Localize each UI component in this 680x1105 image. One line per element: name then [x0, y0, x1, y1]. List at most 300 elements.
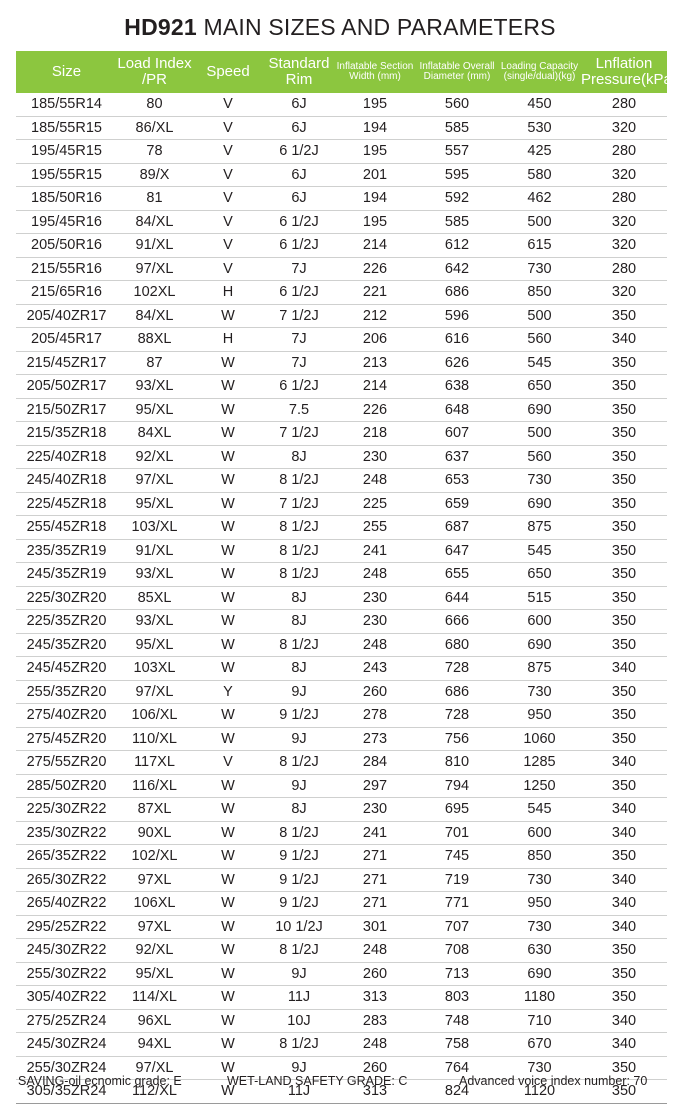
cell-size: 225/40ZR18	[16, 445, 117, 469]
cell-speed: H	[192, 281, 264, 305]
cell-speed: V	[192, 187, 264, 211]
cell-diameter: 713	[416, 962, 498, 986]
cell-rim: 7 1/2J	[264, 492, 334, 516]
cell-size: 285/50ZR20	[16, 774, 117, 798]
cell-size: 265/35ZR22	[16, 845, 117, 869]
table-row	[16, 1033, 667, 1057]
cell-size: 265/30ZR22	[16, 868, 117, 892]
table-row	[16, 798, 667, 822]
cell-load: 102XL	[117, 281, 192, 305]
cell-diameter: 595	[416, 163, 498, 187]
cell-rim: 8 1/2J	[264, 469, 334, 493]
table-row	[16, 751, 667, 775]
cell-speed: W	[192, 915, 264, 939]
cell-load: 103/XL	[117, 516, 192, 540]
cell-pressure: 340	[581, 328, 667, 352]
cell-speed: Y	[192, 680, 264, 704]
cell-load: 106XL	[117, 892, 192, 916]
cell-size: 275/25ZR24	[16, 1009, 117, 1033]
table-row	[16, 93, 667, 116]
cell-rim: 8J	[264, 586, 334, 610]
cell-load: 81	[117, 187, 192, 211]
cell-diameter: 585	[416, 116, 498, 140]
cell-width: 221	[334, 281, 416, 305]
cell-width: 230	[334, 798, 416, 822]
cell-rim: 7 1/2J	[264, 422, 334, 446]
cell-speed: W	[192, 351, 264, 375]
cell-pressure: 350	[581, 1080, 667, 1104]
cell-width: 260	[334, 962, 416, 986]
cell-width: 214	[334, 375, 416, 399]
table-row	[16, 257, 667, 281]
cell-diameter: 585	[416, 210, 498, 234]
cell-diameter: 596	[416, 304, 498, 328]
cell-size: 265/40ZR22	[16, 892, 117, 916]
cell-diameter: 616	[416, 328, 498, 352]
table-row	[16, 962, 667, 986]
cell-pressure: 340	[581, 821, 667, 845]
cell-rim: 8J	[264, 798, 334, 822]
cell-diameter: 607	[416, 422, 498, 446]
cell-size: 275/45ZR20	[16, 727, 117, 751]
cell-load: 112/XL	[117, 1080, 192, 1104]
cell-width: 278	[334, 704, 416, 728]
cell-capacity: 1285	[498, 751, 581, 775]
specs-table	[16, 51, 677, 1104]
cell-load: 95/XL	[117, 398, 192, 422]
cell-size: 255/30ZR22	[16, 962, 117, 986]
cell-pressure: 350	[581, 727, 667, 751]
cell-diameter: 686	[416, 680, 498, 704]
cell-load: 95/XL	[117, 492, 192, 516]
cell-load: 92/XL	[117, 445, 192, 469]
cell-load: 116/XL	[117, 774, 192, 798]
table-row	[16, 328, 667, 352]
cell-pressure: 320	[581, 116, 667, 140]
cell-load: 110/XL	[117, 727, 192, 751]
cell-load: 88XL	[117, 328, 192, 352]
cell-capacity: 600	[498, 821, 581, 845]
cell-load: 91/XL	[117, 539, 192, 563]
table-row	[16, 210, 667, 234]
cell-speed: W	[192, 633, 264, 657]
cell-pressure: 340	[581, 798, 667, 822]
cell-speed: W	[192, 845, 264, 869]
cell-speed: H	[192, 328, 264, 352]
cell-pressure: 320	[581, 163, 667, 187]
cell-load: 78	[117, 140, 192, 164]
column-header-speed: Speed	[192, 51, 264, 93]
table-row	[16, 704, 667, 728]
cell-rim: 8 1/2J	[264, 633, 334, 657]
cell-size: 205/50R16	[16, 234, 117, 258]
cell-size: 215/65R16	[16, 281, 117, 305]
table-body	[16, 93, 667, 1103]
cell-rim: 10J	[264, 1009, 334, 1033]
cell-diameter: 659	[416, 492, 498, 516]
cell-diameter: 803	[416, 986, 498, 1010]
cell-size: 215/45ZR17	[16, 351, 117, 375]
cell-rim: 6J	[264, 93, 334, 116]
cell-size: 235/30ZR22	[16, 821, 117, 845]
cell-load: 97/XL	[117, 680, 192, 704]
cell-pressure: 350	[581, 492, 667, 516]
cell-rim: 6 1/2J	[264, 234, 334, 258]
cell-capacity: 1120	[498, 1080, 581, 1104]
cell-capacity: 500	[498, 304, 581, 328]
cell-size: 255/45ZR18	[16, 516, 117, 540]
cell-width: 260	[334, 1056, 416, 1080]
cell-capacity: 875	[498, 657, 581, 681]
cell-diameter: 637	[416, 445, 498, 469]
table-row	[16, 868, 667, 892]
cell-rim: 6 1/2J	[264, 210, 334, 234]
table-row	[16, 915, 667, 939]
cell-capacity: 515	[498, 586, 581, 610]
cell-speed: W	[192, 539, 264, 563]
cell-speed: V	[192, 234, 264, 258]
cell-rim: 9 1/2J	[264, 868, 334, 892]
cell-rim: 9J	[264, 1056, 334, 1080]
column-header-diameter: Inflatable Overall Diameter (mm)	[416, 51, 498, 93]
table-row	[16, 680, 667, 704]
cell-diameter: 638	[416, 375, 498, 399]
cell-load: 106/XL	[117, 704, 192, 728]
cell-size: 255/35ZR20	[16, 680, 117, 704]
table-row	[16, 163, 667, 187]
cell-load: 84XL	[117, 422, 192, 446]
cell-size: 205/40ZR17	[16, 304, 117, 328]
table-row	[16, 516, 667, 540]
cell-rim: 8 1/2J	[264, 539, 334, 563]
cell-diameter: 560	[416, 93, 498, 116]
cell-capacity: 545	[498, 798, 581, 822]
cell-load: 84/XL	[117, 210, 192, 234]
cell-rim: 6J	[264, 116, 334, 140]
cell-width: 206	[334, 328, 416, 352]
cell-speed: W	[192, 445, 264, 469]
cell-capacity: 462	[498, 187, 581, 211]
cell-rim: 8J	[264, 657, 334, 681]
cell-load: 97/XL	[117, 469, 192, 493]
cell-pressure: 350	[581, 962, 667, 986]
cell-rim: 7 1/2J	[264, 304, 334, 328]
cell-rim: 9J	[264, 962, 334, 986]
cell-size: 245/35ZR20	[16, 633, 117, 657]
table-row	[16, 774, 667, 798]
cell-load: 85XL	[117, 586, 192, 610]
cell-capacity: 650	[498, 563, 581, 587]
table-row	[16, 657, 667, 681]
cell-rim: 11J	[264, 986, 334, 1010]
cell-width: 230	[334, 610, 416, 634]
cell-speed: V	[192, 257, 264, 281]
table-row	[16, 563, 667, 587]
cell-speed: V	[192, 210, 264, 234]
cell-diameter: 771	[416, 892, 498, 916]
cell-capacity: 850	[498, 845, 581, 869]
cell-load: 86/XL	[117, 116, 192, 140]
cell-diameter: 647	[416, 539, 498, 563]
cell-capacity: 450	[498, 93, 581, 116]
cell-diameter: 644	[416, 586, 498, 610]
cell-diameter: 626	[416, 351, 498, 375]
cell-rim: 8J	[264, 610, 334, 634]
cell-speed: W	[192, 727, 264, 751]
cell-load: 97XL	[117, 868, 192, 892]
column-header-load: Load Index /PR	[117, 51, 192, 93]
cell-rim: 10 1/2J	[264, 915, 334, 939]
cell-load: 97/XL	[117, 1056, 192, 1080]
cell-capacity: 1250	[498, 774, 581, 798]
cell-size: 225/30ZR20	[16, 586, 117, 610]
cell-diameter: 680	[416, 633, 498, 657]
cell-rim: 6 1/2J	[264, 140, 334, 164]
cell-speed: W	[192, 704, 264, 728]
cell-capacity: 690	[498, 492, 581, 516]
cell-speed: W	[192, 1056, 264, 1080]
cell-speed: V	[192, 140, 264, 164]
cell-pressure: 280	[581, 140, 667, 164]
cell-load: 94XL	[117, 1033, 192, 1057]
column-header-rim: Standard Rim	[264, 51, 334, 93]
cell-speed: W	[192, 375, 264, 399]
cell-pressure: 320	[581, 281, 667, 305]
cell-pressure: 340	[581, 915, 667, 939]
cell-pressure: 350	[581, 304, 667, 328]
cell-speed: W	[192, 516, 264, 540]
table-row	[16, 492, 667, 516]
cell-width: 213	[334, 351, 416, 375]
cell-width: 195	[334, 140, 416, 164]
cell-width: 201	[334, 163, 416, 187]
cell-size: 245/45ZR20	[16, 657, 117, 681]
cell-width: 313	[334, 1080, 416, 1104]
table-row	[16, 422, 667, 446]
cell-rim: 8 1/2J	[264, 821, 334, 845]
cell-capacity: 670	[498, 1033, 581, 1057]
cell-size: 185/55R14	[16, 93, 117, 116]
cell-speed: W	[192, 492, 264, 516]
cell-size: 245/30ZR24	[16, 1033, 117, 1057]
cell-capacity: 730	[498, 868, 581, 892]
cell-pressure: 340	[581, 1033, 667, 1057]
cell-load: 95/XL	[117, 633, 192, 657]
cell-width: 271	[334, 845, 416, 869]
cell-size: 305/40ZR22	[16, 986, 117, 1010]
cell-rim: 9J	[264, 680, 334, 704]
cell-size: 275/40ZR20	[16, 704, 117, 728]
cell-pressure: 350	[581, 586, 667, 610]
cell-width: 248	[334, 633, 416, 657]
cell-diameter: 701	[416, 821, 498, 845]
cell-capacity: 600	[498, 610, 581, 634]
column-header-pressure: Lnflation Pressure(kPa)	[581, 51, 667, 93]
cell-size: 245/40ZR18	[16, 469, 117, 493]
table-header	[16, 51, 667, 93]
cell-diameter: 557	[416, 140, 498, 164]
cell-capacity: 730	[498, 469, 581, 493]
cell-diameter: 748	[416, 1009, 498, 1033]
cell-diameter: 648	[416, 398, 498, 422]
cell-size: 225/45ZR18	[16, 492, 117, 516]
cell-width: 248	[334, 563, 416, 587]
cell-load: 93/XL	[117, 563, 192, 587]
cell-speed: W	[192, 1033, 264, 1057]
cell-width: 283	[334, 1009, 416, 1033]
cell-diameter: 824	[416, 1080, 498, 1104]
cell-rim: 7J	[264, 257, 334, 281]
cell-size: 235/35ZR19	[16, 539, 117, 563]
cell-rim: 9 1/2J	[264, 845, 334, 869]
cell-diameter: 707	[416, 915, 498, 939]
cell-width: 313	[334, 986, 416, 1010]
cell-rim: 9 1/2J	[264, 892, 334, 916]
cell-pressure: 280	[581, 187, 667, 211]
table-row	[16, 539, 667, 563]
cell-diameter: 666	[416, 610, 498, 634]
cell-size: 245/30ZR22	[16, 939, 117, 963]
cell-rim: 8 1/2J	[264, 1033, 334, 1057]
cell-capacity: 730	[498, 257, 581, 281]
cell-pressure: 350	[581, 445, 667, 469]
cell-diameter: 708	[416, 939, 498, 963]
cell-pressure: 340	[581, 751, 667, 775]
cell-pressure: 280	[581, 257, 667, 281]
cell-rim: 6J	[264, 187, 334, 211]
cell-speed: W	[192, 398, 264, 422]
cell-diameter: 695	[416, 798, 498, 822]
table-row	[16, 304, 667, 328]
cell-speed: W	[192, 1009, 264, 1033]
cell-size: 275/55ZR20	[16, 751, 117, 775]
table-row	[16, 586, 667, 610]
cell-size: 205/45R17	[16, 328, 117, 352]
cell-width: 194	[334, 116, 416, 140]
cell-width: 301	[334, 915, 416, 939]
cell-speed: V	[192, 163, 264, 187]
cell-width: 214	[334, 234, 416, 258]
cell-capacity: 730	[498, 915, 581, 939]
cell-width: 230	[334, 445, 416, 469]
cell-rim: 7J	[264, 328, 334, 352]
cell-speed: W	[192, 657, 264, 681]
cell-speed: W	[192, 892, 264, 916]
cell-speed: W	[192, 774, 264, 798]
table-row	[16, 187, 667, 211]
table-row	[16, 610, 667, 634]
cell-capacity: 630	[498, 939, 581, 963]
cell-speed: V	[192, 751, 264, 775]
cell-diameter: 764	[416, 1056, 498, 1080]
cell-pressure: 350	[581, 375, 667, 399]
cell-diameter: 758	[416, 1033, 498, 1057]
cell-pressure: 350	[581, 469, 667, 493]
cell-load: 90XL	[117, 821, 192, 845]
cell-rim: 9J	[264, 727, 334, 751]
cell-width: 226	[334, 398, 416, 422]
cell-capacity: 690	[498, 398, 581, 422]
cell-pressure: 320	[581, 234, 667, 258]
cell-capacity: 560	[498, 328, 581, 352]
cell-diameter: 642	[416, 257, 498, 281]
cell-pressure: 350	[581, 680, 667, 704]
cell-load: 114/XL	[117, 986, 192, 1010]
table-row	[16, 116, 667, 140]
cell-width: 248	[334, 939, 416, 963]
cell-pressure: 280	[581, 93, 667, 116]
cell-load: 103XL	[117, 657, 192, 681]
cell-size: 245/35ZR19	[16, 563, 117, 587]
table-row	[16, 469, 667, 493]
title-text: MAIN SIZES AND PARAMETERS	[203, 14, 556, 40]
cell-load: 87	[117, 351, 192, 375]
cell-diameter: 745	[416, 845, 498, 869]
cell-load: 84/XL	[117, 304, 192, 328]
cell-width: 212	[334, 304, 416, 328]
cell-capacity: 690	[498, 962, 581, 986]
cell-diameter: 686	[416, 281, 498, 305]
cell-speed: V	[192, 116, 264, 140]
cell-rim: 7J	[264, 351, 334, 375]
cell-pressure: 340	[581, 1009, 667, 1033]
table-row	[16, 281, 667, 305]
cell-pressure: 320	[581, 210, 667, 234]
cell-width: 218	[334, 422, 416, 446]
cell-capacity: 425	[498, 140, 581, 164]
cell-rim: 8J	[264, 445, 334, 469]
footer-saving-grade: SAVING-oil ecnomic grade: E	[18, 1074, 182, 1088]
cell-pressure: 350	[581, 704, 667, 728]
cell-capacity: 690	[498, 633, 581, 657]
cell-speed: W	[192, 868, 264, 892]
cell-capacity: 530	[498, 116, 581, 140]
cell-capacity: 1180	[498, 986, 581, 1010]
cell-diameter: 810	[416, 751, 498, 775]
cell-width: 260	[334, 680, 416, 704]
cell-speed: W	[192, 798, 264, 822]
cell-diameter: 655	[416, 563, 498, 587]
cell-speed: W	[192, 986, 264, 1010]
cell-capacity: 710	[498, 1009, 581, 1033]
cell-rim: 6J	[264, 163, 334, 187]
cell-size: 215/50ZR17	[16, 398, 117, 422]
table-row	[16, 398, 667, 422]
cell-diameter: 756	[416, 727, 498, 751]
column-header-size: Size	[16, 51, 117, 93]
table-row	[16, 939, 667, 963]
cell-width: 273	[334, 727, 416, 751]
model-name: HD921	[124, 14, 197, 40]
table-row	[16, 986, 667, 1010]
cell-rim: 11J	[264, 1080, 334, 1104]
cell-width: 243	[334, 657, 416, 681]
cell-load: 89/X	[117, 163, 192, 187]
table-row	[16, 727, 667, 751]
cell-pressure: 340	[581, 657, 667, 681]
cell-capacity: 950	[498, 704, 581, 728]
cell-load: 92/XL	[117, 939, 192, 963]
cell-pressure: 350	[581, 774, 667, 798]
cell-capacity: 875	[498, 516, 581, 540]
table-row	[16, 892, 667, 916]
cell-diameter: 794	[416, 774, 498, 798]
cell-load: 93/XL	[117, 375, 192, 399]
cell-width: 241	[334, 821, 416, 845]
cell-rim: 6 1/2J	[264, 281, 334, 305]
cell-width: 255	[334, 516, 416, 540]
cell-width: 225	[334, 492, 416, 516]
